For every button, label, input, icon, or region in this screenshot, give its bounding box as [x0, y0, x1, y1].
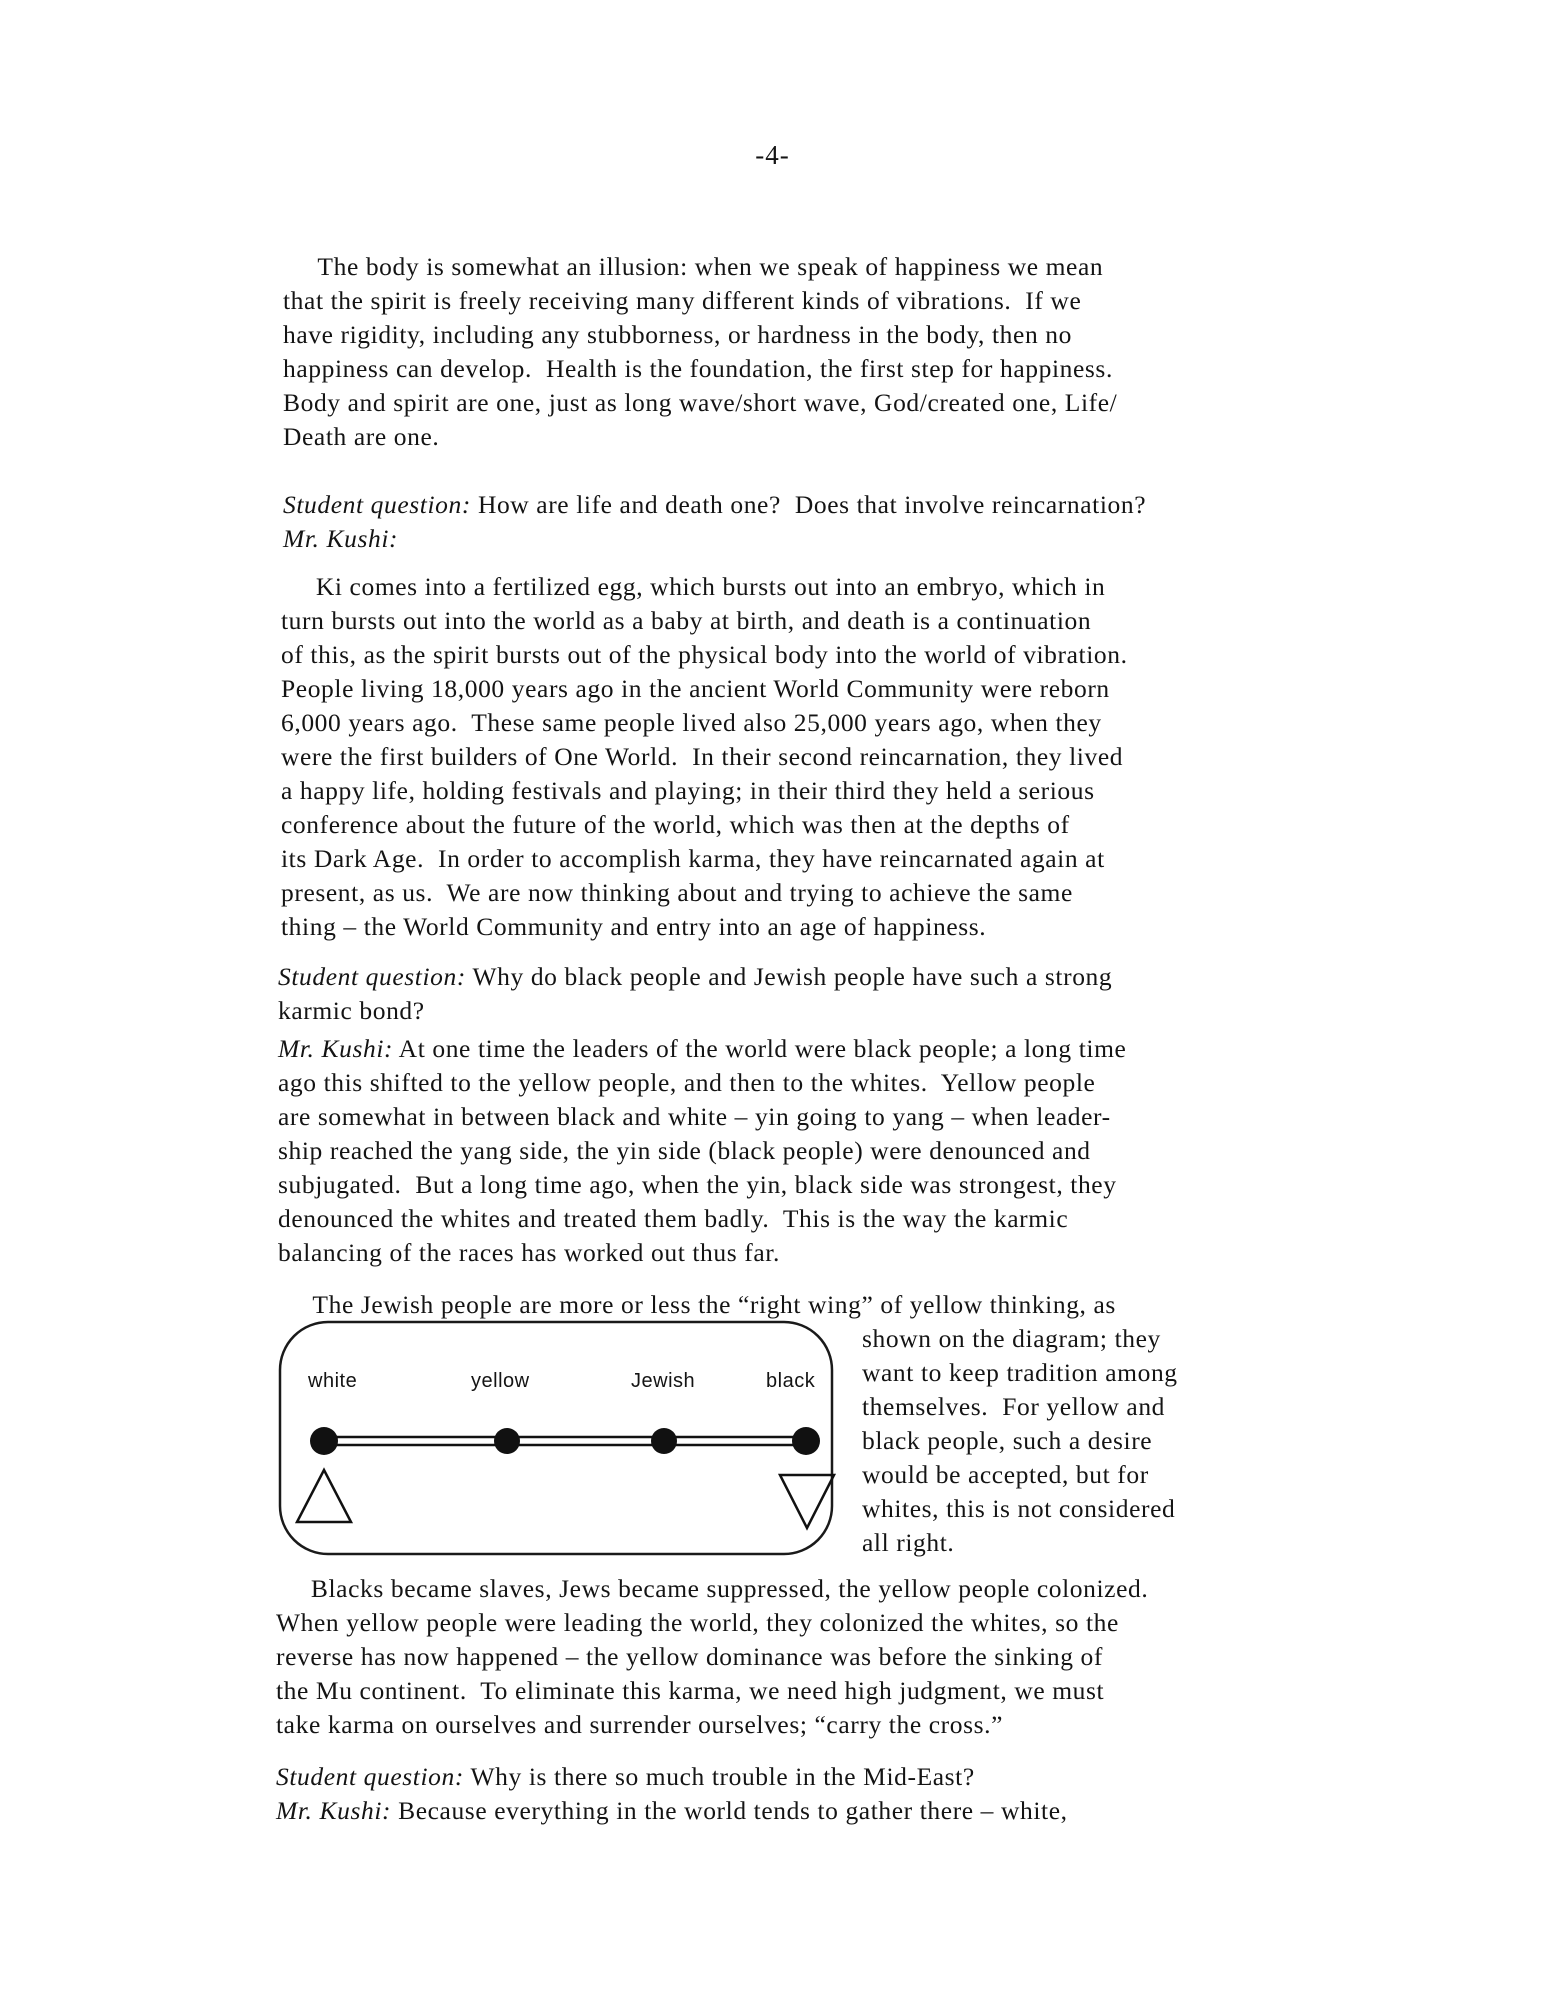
qa-karmic-bond [278, 960, 1126, 1270]
text-line: turn bursts out into the world as a baby at birth, and death is a continuation [281, 606, 1092, 635]
answer-line [278, 1032, 1126, 1066]
text-line: People living 18,000 years ago in the ancient World Community were reborn [281, 674, 1110, 703]
answer-label: Mr. Kushi: [276, 1796, 392, 1825]
answer-line: subjugated. But a long time ago, when the yin, black side was strongest, they [278, 1170, 1117, 1199]
text-line: Blacks became slaves, Jews became suppressed, the yellow people colonized. [276, 1574, 1149, 1603]
answer-line: denounced the whites and treated them badly. This is the way the karmic [278, 1204, 1069, 1233]
text-line: 6,000 years ago. These same people lived also 25,000 years ago, when they [281, 708, 1102, 737]
text-line: present, as us. We are now thinking about and trying to achieve the same [281, 878, 1073, 907]
question-text: Why is there so much trouble in the Mid-East? [463, 1762, 975, 1791]
page-number: -4- [755, 140, 790, 170]
text-line: shown on the diagram; they [862, 1324, 1161, 1353]
text-line: Ki comes into a fertilized egg, which bursts out into an embryo, which in [281, 572, 1106, 601]
spectrum-diagram [278, 1320, 838, 1560]
paragraph-colonization [276, 1572, 1148, 1742]
answer-label: Mr. Kushi: [278, 1034, 394, 1063]
paragraph-right-wing-first-line [278, 1288, 1116, 1322]
paragraph-reincarnation [281, 570, 1128, 944]
text-line: thing – the World Community and entry into an age of happiness. [281, 912, 987, 941]
text-line: themselves. For yellow and [862, 1392, 1166, 1421]
text-line: conference about the future of the world, which was then at the depths of [281, 810, 1070, 839]
dot-black [792, 1427, 820, 1455]
text-line: its Dark Age. In order to accomplish karma, they have reincarnated again at [281, 844, 1105, 873]
text-line: When yellow people were leading the world, they colonized the whites, so the [276, 1608, 1119, 1637]
text-line: would be accepted, but for [862, 1460, 1149, 1489]
question-text: Why do black people and Jewish people have such a strong [465, 962, 1113, 991]
question-line [278, 960, 1126, 994]
answer-line: balancing of the races has worked out thus far. [278, 1238, 780, 1267]
qa-life-death [283, 488, 1146, 556]
text-line: all right. [862, 1528, 955, 1557]
text-line: Body and spirit are one, just as long wave/short wave, God/created one, Life/ [283, 388, 1118, 417]
text-line: the Mu continent. To eliminate this karma, we need high judgment, we must [276, 1676, 1105, 1705]
question-line [276, 1760, 1068, 1794]
dot-white [310, 1427, 338, 1455]
answer-line: ship reached the yang side, the yin side (black people) were denounced and [278, 1136, 1091, 1165]
text-line: take karma on ourselves and surrender ourselves; “carry the cross.” [276, 1710, 1004, 1739]
question-line [283, 488, 1146, 522]
answer-line [276, 1794, 1068, 1828]
question-label: Student question: [276, 1762, 464, 1791]
yang-triangle-up-icon [297, 1470, 351, 1522]
text-line: have rigidity, including any stubborness, or hardness in the body, then no [283, 320, 1072, 349]
text-line: a happy life, holding festivals and playing; in their third they held a serious [281, 776, 1095, 805]
dot-jewish [651, 1428, 677, 1454]
text-line: whites, this is not considered [862, 1494, 1176, 1523]
text-line: The body is somewhat an illusion: when we speak of happiness we mean [283, 252, 1104, 281]
text-line: were the first builders of One World. In their second reincarnation, they lived [281, 742, 1124, 771]
dot-yellow [494, 1428, 520, 1454]
question-text: How are life and death one? Does that involve reincarnation? [470, 490, 1147, 519]
spectrum-diagram-graphic [278, 1320, 838, 1560]
answer-text: At one time the leaders of the world were black people; a long time [393, 1034, 1127, 1063]
text-line: black people, such a desire [862, 1426, 1153, 1455]
question-label: Student question: [283, 490, 471, 519]
paragraph-body-illusion [283, 250, 1117, 454]
text-line: The Jewish people are more or less the “right wing” of yellow thinking, as [278, 1290, 1116, 1319]
label-black: black [766, 1370, 816, 1392]
text-line: want to keep tradition among [862, 1358, 1178, 1387]
answer-line: ago this shifted to the yellow people, and then to the whites. Yellow people [278, 1068, 1096, 1097]
answer-line [283, 522, 1146, 556]
question-line: karmic bond? [278, 996, 425, 1025]
paragraph-right-wing-side [862, 1322, 1178, 1560]
answer-line: are somewhat in between black and white – yin going to yang – when leader- [278, 1102, 1111, 1131]
qa-mid-east [276, 1760, 1068, 1828]
answer-label: Mr. Kushi: [283, 524, 399, 553]
text-line: Death are one. [283, 422, 440, 451]
label-yellow: yellow [471, 1370, 530, 1392]
label-jewish: Jewish [631, 1370, 696, 1392]
yin-triangle-down-icon [780, 1475, 834, 1528]
text-line: happiness can develop. Health is the foundation, the first step for happiness. [283, 354, 1113, 383]
label-white: white [308, 1370, 358, 1392]
text-line: that the spirit is freely receiving many different kinds of vibrations. If we [283, 286, 1082, 315]
text-line: reverse has now happened – the yellow dominance was before the sinking of [276, 1642, 1103, 1671]
question-label: Student question: [278, 962, 466, 991]
answer-text: Because everything in the world tends to gather there – white, [391, 1796, 1068, 1825]
text-line: of this, as the spirit bursts out of the physical body into the world of vibration. [281, 640, 1128, 669]
